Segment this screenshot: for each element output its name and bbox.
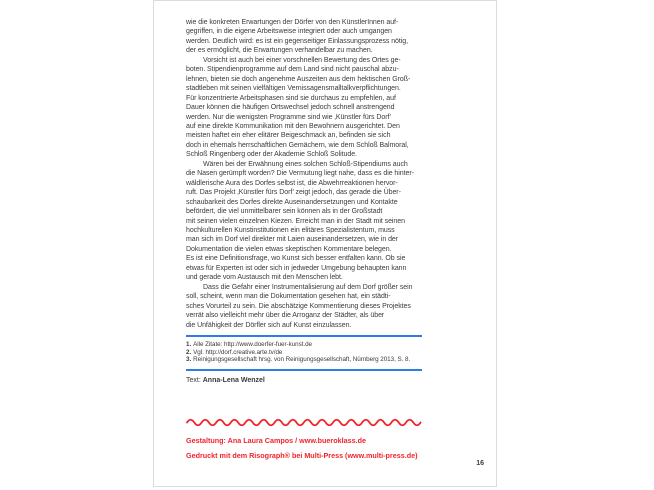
footnote-rule-bottom	[186, 369, 422, 371]
credit-name: Anna-Lena Wenzel	[202, 377, 265, 384]
paragraph: wie die konkreten Erwartungen der Dörfer von den KünstlerInnen auf- gegriffen, in die eigene Arbeitsweise integriert oder auch umgangen werden. Deutlich wird: es ist ein gegenseitiger Einlassungsprozess nötig, der es ermöglicht, die Erwartungen verhandelbar zu machen.	[186, 19, 409, 55]
footnote-text: Alle Zitate: http://www.doerfer-fuer-kunst.de	[193, 341, 312, 348]
footnote-item	[186, 356, 436, 364]
footnote-number: 1.	[186, 341, 192, 348]
body-text	[186, 18, 426, 330]
footnote-text: Reinigungsgesellschaft hrsg. von Reinigungsgesellschaft, Nürnberg 2013, S. 8.	[193, 356, 411, 364]
paragraph: Vorsicht ist auch bei einer vorschnellen Bewertung des Ortes ge- boten. Stipendienprogramme auf dem Land sind nicht pauschal abzu- lehnen, bieten sie doch angenehme Auszeiten aus dem hektischen Groß- stadtleben mit seinen vielfältigen Vernissagensmalltalkverpflichtungen. Für konzentrierte Arbeitsphasen sind sie durchaus zu empfehlen, auf Dauer können die häufigen Ortswechsel jedoch schnell anstrengend werden. Nur die wenigsten Programme sind wie ‚Künstler fürs Dorf’ auf eine direkte Kommunikation mit den Bewohnern ausgerichtet. Den meisten haftet ein eher elitärer Beigeschmack an, befinden sie sich doch in ehemals herrschaftlichen Gemächern, wie dem Schloß Balmoral, Schloß Ringenberg oder der Akademie Schloß Solitude.	[186, 56, 411, 159]
footnote-number: 3.	[186, 356, 192, 364]
footnote-item	[186, 349, 436, 357]
footnote-number: 2.	[186, 348, 192, 356]
footnote-text: Vgl. http://dorf.creative.arte.tv/de	[193, 348, 283, 356]
colophon	[186, 434, 417, 463]
wavy-divider	[186, 417, 422, 427]
paragraph: Dass die Gefahr einer Instrumentalisierung auf dem Dorf größer sein soll, scheint, wenn man die Dokumentation gesehen hat, ein städti- sches Vorurteil zu sein. Die abschätzige Kommentierung dieses Projektes verrät also vielleicht mehr über die Arroganz der Städter, als über die Unfähigkeit der Dörfler sich auf Kunst einzulassen.	[186, 283, 413, 329]
paragraph: Wären bei der Erwähnung eines solchen Schloß-Stipendiums auch die Nasen gerümpft worden? Die Vermutung liegt nahe, dass es die hinter- wäldlerische Aura des Dorfes selbst ist, die Abwehrreaktionen hervor- ruft. Das Projekt ‚Künstler fürs Dorf’ zeigt jedoch, das gerade die Über- schaubarkeit des Dorfes direkte Auseinandersetzungen und Kontakte befördert, die viel unmittelbarer sein können als in der Großstadt mit seinen vielen einzelnen Kiezen. Erreicht man in der Stadt mit seinen hochkulturellen Kunstinstitutionen ein elitäres Spezialistentum, muss man sich im Dorf viel direkter mit Laien auseinandersetzen, wie in der Dokumentation die vielen etwas skeptischen Kommentare belegen. Es ist eine Definitionsfrage, wo Kunst sich besser entfalten kann. Ob sie etwas für Experten ist oder sich in jedweder Umgebung behaupten kann und gerade vom Austausch mit den Menschen lebt.	[186, 160, 414, 282]
footnote-item	[186, 341, 436, 349]
colophon-print-line: Gedruckt mit dem Risograph® bei Multi-Press (www.multi-press.de)	[186, 450, 418, 460]
credit-label: Text:	[186, 377, 201, 384]
document-page	[153, 0, 497, 487]
page-number: 16	[476, 460, 484, 467]
credit-line	[186, 377, 265, 384]
colophon-design-line: Gestaltung: Ana Laura Campos / www.bueroklass.de	[186, 436, 366, 445]
footnote-rule-top	[186, 335, 422, 337]
footnotes	[186, 341, 436, 364]
